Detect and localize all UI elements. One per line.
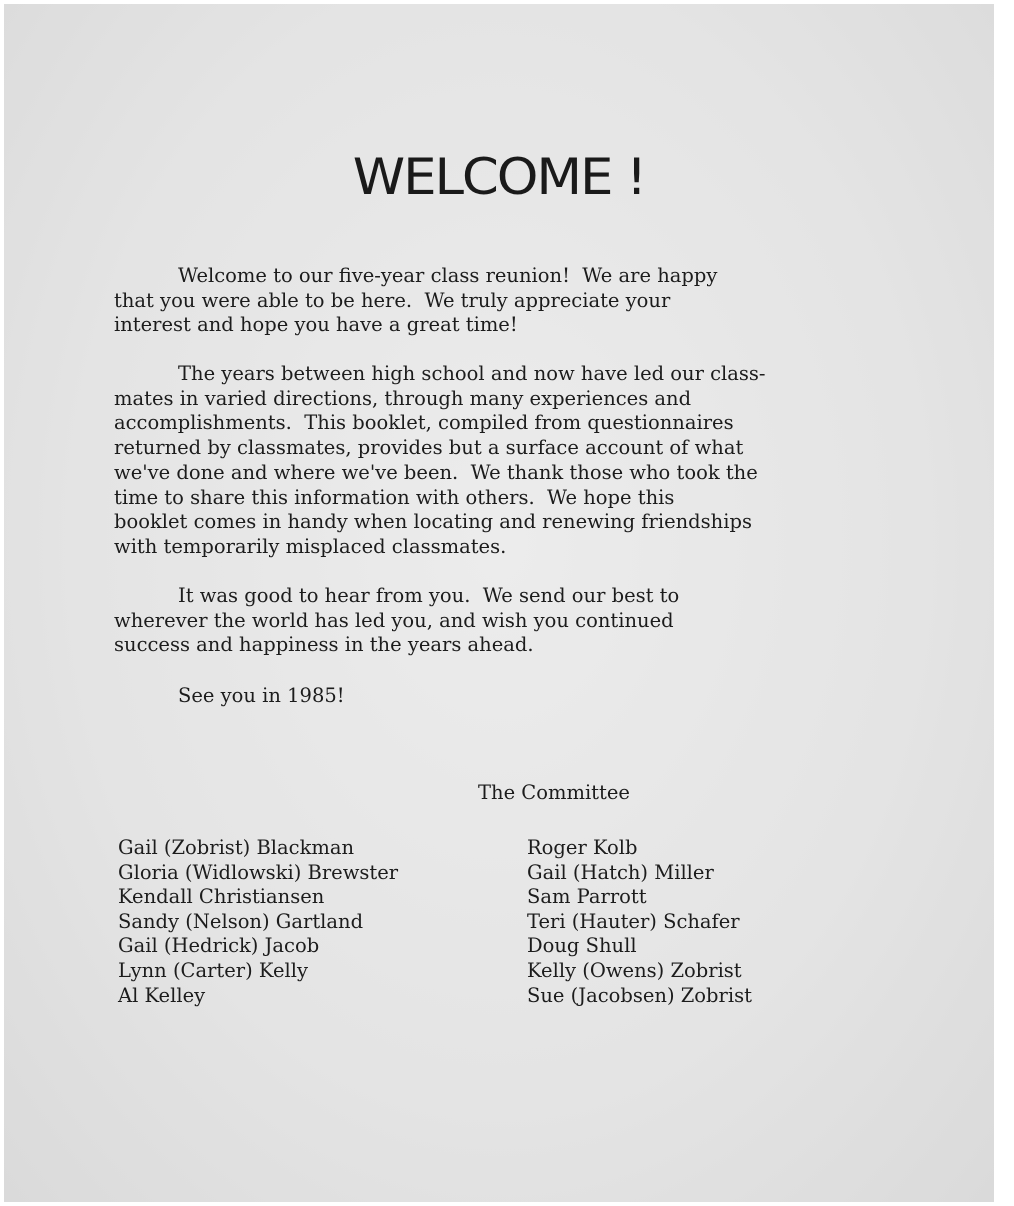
paragraph-line: wherever the world has led you, and wish you continued [114, 608, 674, 632]
committee-member: Kelly (Owens) Zobrist [527, 958, 742, 982]
committee-member: Gloria (Widlowski) Brewster [118, 860, 399, 884]
paragraph-line: booklet comes in handy when locating and renewing friendships [114, 510, 752, 534]
good-to-hear-paragraph [114, 584, 904, 658]
years-paragraph [114, 362, 904, 560]
committee-member: Al Kelley [118, 983, 206, 1007]
committee-member: Kendall Christiansen [118, 885, 325, 909]
paragraph-line: interest and hope you have a great time! [114, 313, 518, 337]
paragraph-line: we've done and where we've been. We thank those who took the [114, 460, 758, 484]
committee-member: Gail (Hedrick) Jacob [118, 934, 320, 958]
committee-member: Doug Shull [527, 934, 637, 958]
committee-list-right [527, 836, 752, 1008]
paragraph-line: that you were able to be here. We truly appreciate your [114, 288, 671, 312]
paragraph-line: The years between high school and now have led our class- [178, 362, 766, 385]
paragraph-line: accomplishments. This booklet, compiled from questionnaires [114, 411, 734, 435]
paragraph-line: success and happiness in the years ahead. [114, 633, 534, 657]
committee-member: Gail (Hatch) Miller [527, 860, 714, 884]
paragraph-line: mates in varied directions, through many experiences and [114, 386, 692, 410]
committee-member: Sandy (Nelson) Gartland [118, 909, 364, 933]
paragraph-line: time to share this information with others. We hope this [114, 485, 675, 509]
committee-list-left [118, 836, 398, 1008]
paragraph-line: returned by classmates, provides but a surface account of what [114, 436, 744, 460]
paragraph-line: Welcome to our five-year class reunion! We are happy [178, 264, 718, 287]
document-page [4, 4, 994, 1202]
committee-member: Sam Parrott [527, 885, 647, 909]
committee-member: Gail (Zobrist) Blackman [118, 836, 355, 859]
closing-paragraph [114, 684, 904, 709]
committee-member: Roger Kolb [527, 836, 638, 859]
committee-title: The Committee [478, 781, 630, 804]
committee-member: Lynn (Carter) Kelly [118, 958, 308, 982]
welcome-paragraph [114, 264, 904, 338]
committee-member: Teri (Hauter) Schafer [527, 909, 740, 933]
paragraph-line: with temporarily misplaced classmates. [114, 534, 507, 558]
paragraph-line: It was good to hear from you. We send our best to [178, 584, 680, 607]
committee-member: Sue (Jacobsen) Zobrist [527, 983, 752, 1007]
paragraph-line: See you in 1985! [178, 684, 345, 707]
page-title: WELCOME ! [352, 148, 646, 206]
